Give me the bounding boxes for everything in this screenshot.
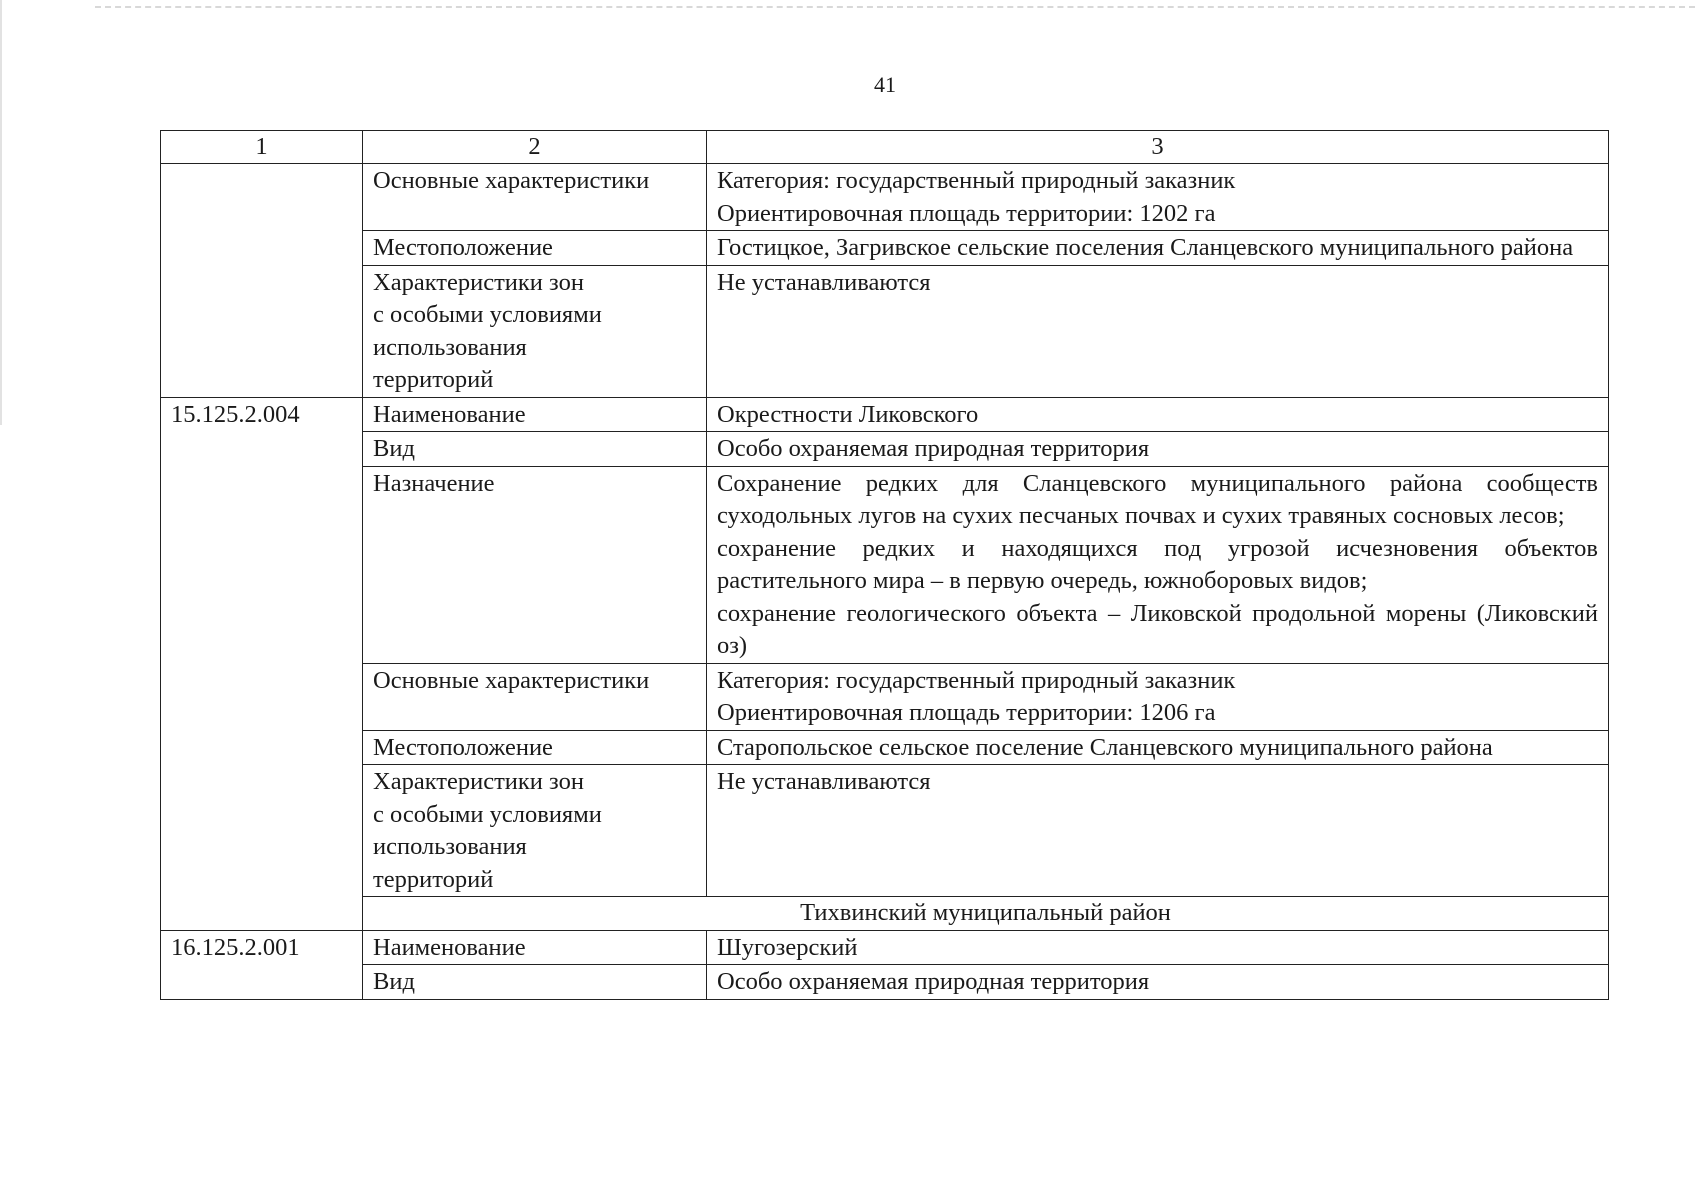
row-value: Не устанавливаются: [707, 765, 1609, 897]
category-line: Категория: государственный природный заказник: [717, 167, 1236, 194]
label-line: территорий: [373, 865, 494, 893]
row-label: [363, 765, 707, 897]
row-value: Не устанавливаются: [707, 265, 1609, 397]
ooptable: [160, 130, 1609, 1000]
header-col-3: 3: [707, 131, 1609, 164]
row-value: Старопольское сельское поселение Сланцевского муниципального района: [707, 730, 1609, 765]
row-value: Шугозерский: [707, 930, 1609, 965]
row-value: [707, 663, 1609, 730]
table-row: [161, 432, 1609, 467]
row-label: Вид: [363, 432, 707, 467]
purpose-paragraph: сохранение геологического объекта – Ликовской продольной морены (Ликовский оз): [717, 599, 1598, 659]
label-line: использования: [373, 333, 527, 361]
table-row: [161, 965, 1609, 1000]
row-label: Местоположение: [363, 231, 707, 266]
area-line: Ориентировочная площадь территории: 1202 га: [717, 199, 1216, 227]
object-code: 15.125.2.004: [161, 397, 363, 930]
label-line: Характеристики зон: [373, 768, 584, 795]
label-line: использования: [373, 833, 527, 860]
row-label: Вид: [363, 965, 707, 1000]
label-line: с особыми условиями: [373, 800, 602, 828]
row-label: Местоположение: [363, 730, 707, 765]
label-line: с особыми условиями: [373, 301, 602, 328]
row-value: Гостицкое, Загривское сельские поселения Сланцевского муниципального района: [707, 231, 1609, 266]
scan-edge-left: [0, 0, 2, 425]
table-row: [161, 466, 1609, 663]
purpose-paragraph: сохранение редких и находящихся под угрозой исчезновения объектов растительного мира – в первую очередь, южноборовых видов;: [717, 534, 1598, 594]
table-row: [161, 730, 1609, 765]
table-row: [161, 265, 1609, 397]
row-label: Основные характеристики: [363, 164, 707, 231]
row-label: Назначение: [363, 466, 707, 663]
table-row: [161, 397, 1609, 432]
row-label: Основные характеристики: [363, 663, 707, 730]
header-col-1: 1: [161, 131, 363, 164]
table-row: [161, 663, 1609, 730]
row-value: [707, 466, 1609, 663]
page-number: 41: [874, 72, 896, 97]
category-line: Категория: государственный природный заказник: [717, 666, 1236, 694]
code-cell-continued: [161, 164, 363, 398]
purpose-paragraph: Сохранение редких для Сланцевского муниципального района сообществ суходольных лугов на сухих песчаных почвах и сухих травяных сосновых лесов;: [717, 469, 1598, 529]
row-label: [363, 265, 707, 397]
table-row: [161, 231, 1609, 266]
table-row: [161, 930, 1609, 965]
row-label: Наименование: [363, 930, 707, 965]
row-label: Наименование: [363, 397, 707, 432]
district-title: Тихвинский муниципальный район: [363, 897, 1609, 931]
label-line: Характеристики зон: [373, 268, 584, 296]
row-value: [707, 164, 1609, 231]
row-value: Окрестности Ликовского: [707, 397, 1609, 432]
row-value: Особо охраняемая природная территория: [707, 432, 1609, 467]
scan-edge-top: [95, 6, 1695, 8]
table-row: [161, 164, 1609, 231]
area-line: Ориентировочная площадь территории: 1206 га: [717, 699, 1216, 726]
table-header-row: [161, 131, 1609, 164]
row-value: Особо охраняемая природная территория: [707, 965, 1609, 1000]
label-line: территорий: [373, 366, 494, 393]
header-col-2: 2: [363, 131, 707, 164]
table-row: [161, 765, 1609, 897]
district-row: [161, 897, 1609, 931]
object-code: 16.125.2.001: [161, 930, 363, 999]
